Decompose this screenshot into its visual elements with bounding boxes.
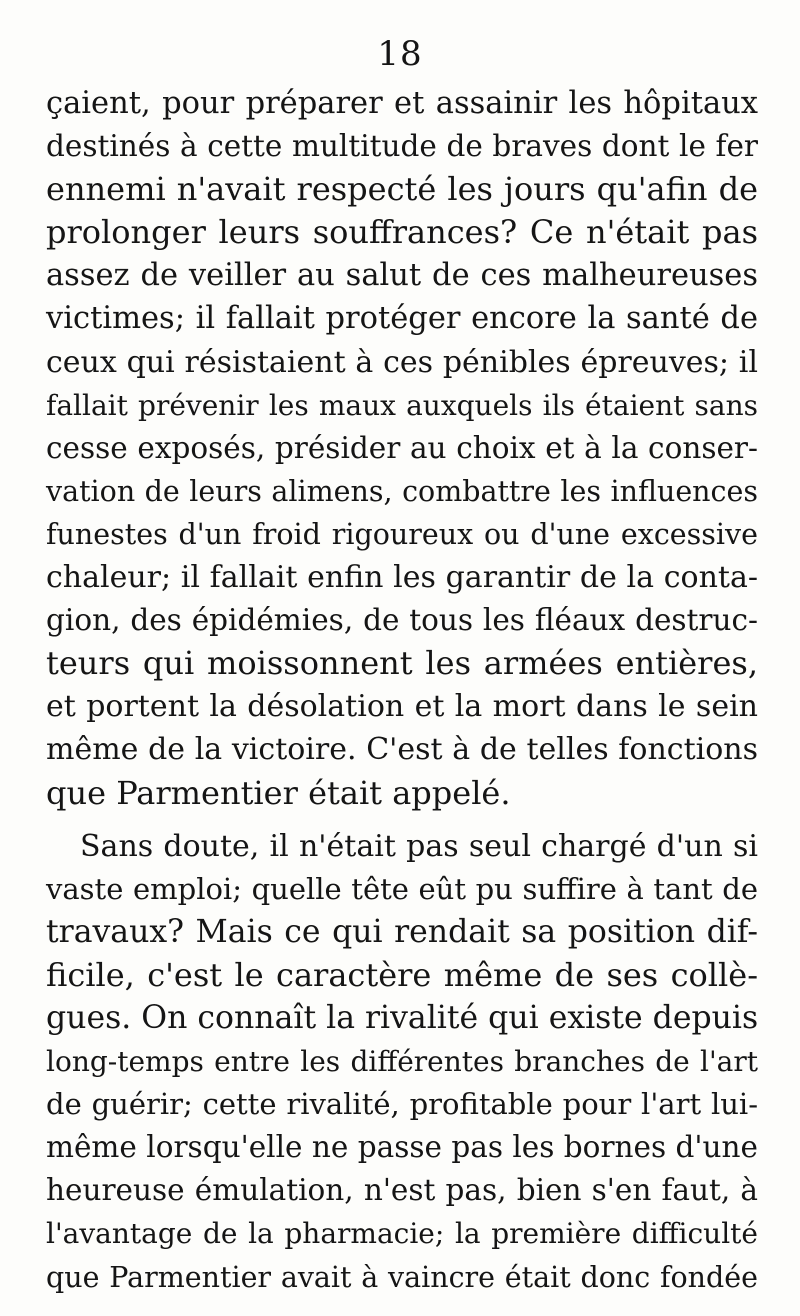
text-line: que Parmentier était appelé.	[46, 773, 511, 812]
text-line: funestes d'un froid rigoureux ou d'une excessive	[46, 517, 758, 551]
text-line: l'avantage de la pharmacie; la première difficulté	[46, 1217, 758, 1251]
text-line: heureuse émulation, n'est pas, bien s'en faut, à	[46, 1173, 758, 1208]
body-text	[46, 82, 758, 1299]
text-line: Sans doute, il n'était pas seul chargé d'un si	[80, 828, 758, 864]
paragraph-1	[46, 82, 758, 815]
text-line: teurs qui moissonnent les armées entières,	[46, 644, 758, 683]
text-line: prolonger leurs souffrances? Ce n'était pas	[46, 213, 758, 252]
paragraph-gap	[46, 815, 758, 825]
text-line: çaient, pour préparer et assainir les hôpitaux	[46, 86, 758, 121]
text-line: travaux? Mais ce qui rendait sa position dif-	[46, 913, 758, 950]
text-line: de guérir; cette rivalité, profitable pour l'art lui-	[46, 1087, 758, 1122]
text-line: chaleur; il fallait enfin les garantir de la conta-	[46, 560, 758, 596]
text-line: fallait prévenir les maux auxquels ils étaient sans	[46, 388, 758, 422]
text-line: que Parmentier avait à vaincre était donc fondée	[46, 1260, 758, 1294]
text-line: même de la victoire. C'est à de telles fonctions	[46, 732, 758, 768]
text-line: ficile, c'est le caractère même de ses collè-	[46, 955, 758, 994]
text-line: vaste emploi; quelle tête eût pu suffire à tant de	[46, 871, 758, 906]
text-line: cesse exposés, présider au choix et à la conser-	[46, 430, 758, 465]
text-line: ennemi n'avait respecté les jours qu'afin de	[46, 170, 758, 209]
text-line: vation de leurs alimens, combattre les influences	[46, 474, 758, 508]
text-line: long-temps entre les différentes branches de l'art	[46, 1045, 758, 1079]
paragraph-2	[46, 825, 758, 1299]
text-line: victimes; il fallait protéger encore la santé de	[46, 301, 758, 337]
text-line: assez de veiller au salut de ces malheureuses	[46, 258, 758, 294]
text-line: et portent la désolation et la mort dans le sein	[46, 689, 758, 725]
text-line: ceux qui résistaient à ces pénibles épreuves; il	[46, 344, 758, 380]
text-line: même lorsqu'elle ne passe pas les bornes d'une	[46, 1130, 758, 1165]
page-number: 18	[377, 34, 423, 74]
text-line: destinés à cette multitude de braves dont le fer	[46, 129, 758, 164]
text-line: gion, des épidémies, de tous les fléaux destruc-	[46, 603, 758, 638]
text-line: gues. On connaît la rivalité qui existe depuis	[46, 999, 759, 1036]
